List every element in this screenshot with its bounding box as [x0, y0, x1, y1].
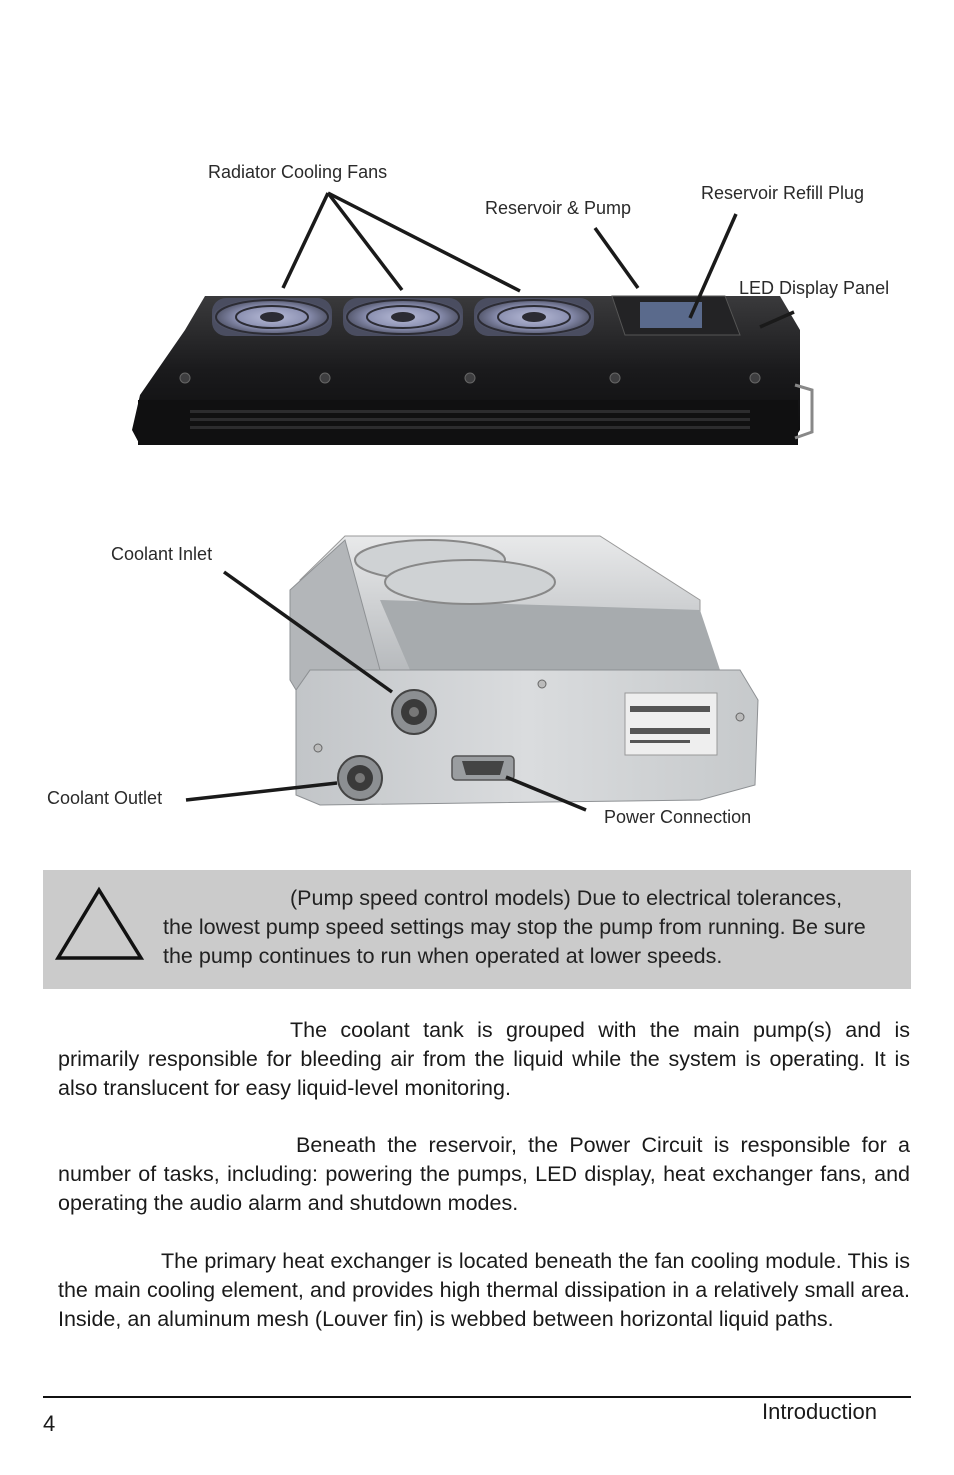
warning-text: [163, 884, 895, 971]
section-name: Introduction: [762, 1399, 877, 1424]
page-number: 4: [43, 1411, 56, 1436]
callout-power-connection: Power Connection: [604, 807, 752, 827]
callout-coolant-outlet: Coolant Outlet: [47, 788, 163, 808]
callout-refill-plug: Reservoir Refill Plug: [701, 183, 865, 203]
warning-box: [43, 870, 911, 989]
paragraph-reservoir: The coolant tank is grouped with the main pump(s) and is primarily responsible for bleeding air from the liquid while the system is operating. It is also translucent for easy liquid-level monitoring.: [58, 1018, 910, 1100]
warning-line-1: (Pump speed control models) Due to electrical tolerances,: [290, 886, 843, 910]
callout-radiator-fans: Radiator Cooling Fans: [208, 162, 388, 182]
callout-reservoir-pump: Reservoir & Pump: [485, 198, 632, 218]
footer-rule: [43, 1396, 911, 1398]
warning-triangle-icon: [55, 884, 145, 962]
product-label: [625, 693, 717, 755]
callout-led-panel: LED Display Panel: [739, 278, 890, 298]
warning-line-rest: the lowest pump speed settings may stop the pump from running. Be sure the pump continues to run when operated at lower speeds.: [163, 915, 866, 968]
coolant-outlet-connector-icon: [338, 756, 382, 800]
callout-coolant-inlet: Coolant Inlet: [111, 544, 213, 564]
paragraph-power-circuit: Beneath the reservoir, the Power Circuit is responsible for a number of tasks, including: powering the pumps, LED display, heat exchanger fans, and operating the audio alarm and shutdown modes.: [58, 1133, 910, 1215]
coolant-inlet-connector-icon: [392, 690, 436, 734]
power-connector-icon: [452, 756, 514, 780]
paragraph-heat-exchanger: The primary heat exchanger is located beneath the fan cooling module. This is the main cooling element, and provides high thermal dissipation in a relatively small area. Inside, an aluminum mesh (Louver fin) is webbed between horizontal liquid paths.: [58, 1249, 910, 1331]
